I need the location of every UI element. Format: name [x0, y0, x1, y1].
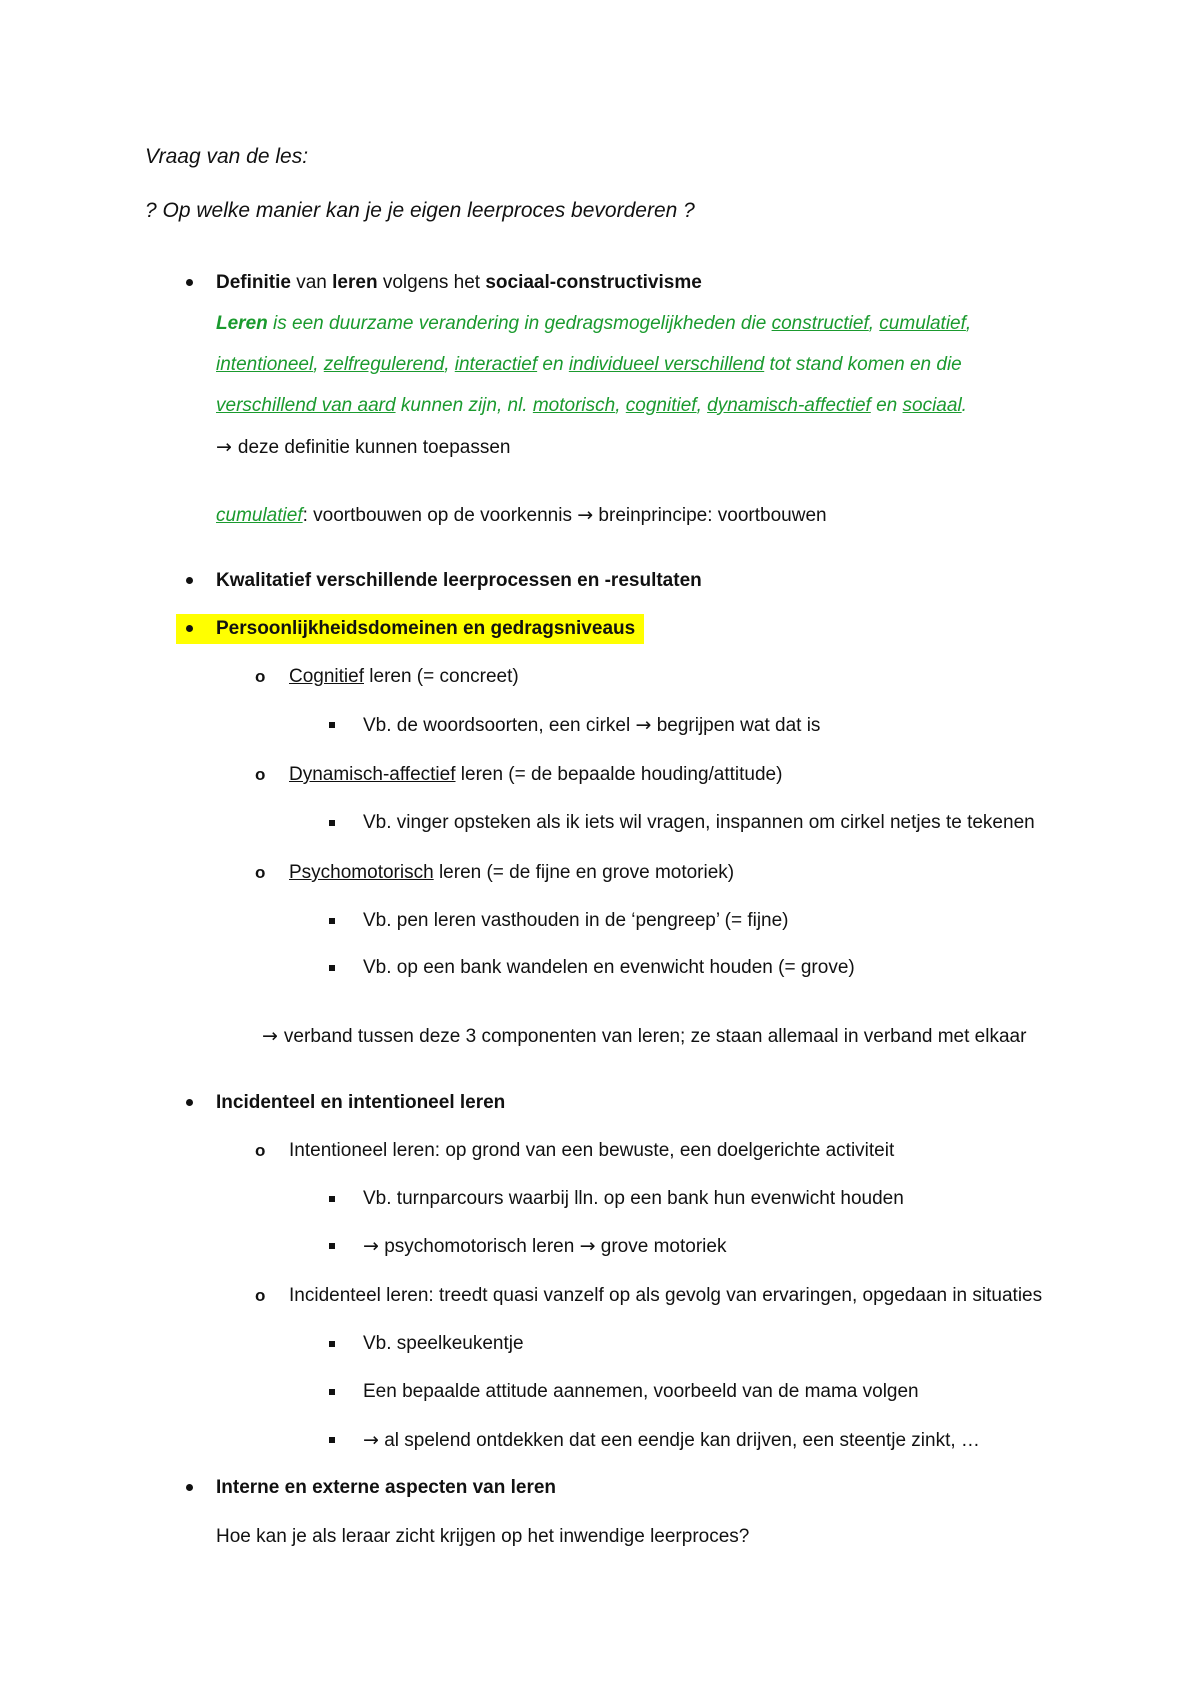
- arrow-right-icon: →: [363, 1235, 379, 1257]
- item-intentioneel: Intentioneel leren: op grond van een bewuste, een doelgerichte activiteit: [289, 1140, 895, 1161]
- text: is een duurzame verandering in gedragsmogelijkheden die: [267, 313, 772, 334]
- bullet-circle: o: [255, 1286, 266, 1305]
- example-speelkeukentje: Vb. speelkeukentje: [363, 1333, 524, 1354]
- bullet-square: [329, 965, 335, 971]
- text: en: [537, 354, 569, 375]
- apply-definition: [216, 434, 510, 461]
- arrow-right-icon: →: [363, 1429, 379, 1451]
- bullet-square: [329, 1243, 335, 1249]
- example-psychomotorisch: [363, 1233, 726, 1260]
- definition-line-1: [216, 311, 971, 337]
- bullet-square: [329, 722, 335, 728]
- term-interactief: interactief: [454, 354, 538, 375]
- arrow-right-icon: →: [216, 436, 232, 458]
- text: deze definitie kunnen toepassen: [237, 437, 511, 458]
- bullet-dot: [186, 577, 193, 584]
- bullet-circle: o: [255, 765, 266, 784]
- bullet-circle: o: [255, 863, 266, 882]
- bullet-circle: o: [255, 667, 266, 686]
- bold-term: Definitie: [216, 272, 291, 293]
- text: Vb. de woordsoorten, een cirkel: [363, 715, 636, 736]
- section-incidenteel-heading: Incidenteel en intentioneel leren: [216, 1092, 506, 1113]
- term-dynamisch-affectief: dynamisch-affectief: [707, 395, 871, 416]
- bullet-square: [329, 918, 335, 924]
- bullet-square: [329, 820, 335, 826]
- term-verschillend-van-aard: verschillend van aard: [216, 395, 396, 416]
- bullet-dot: [186, 1099, 193, 1106]
- bullet-square: [329, 1389, 335, 1395]
- lesson-question-title: Vraag van de les:: [145, 145, 309, 168]
- text: begrijpen wat dat is: [651, 715, 821, 736]
- text: van: [290, 272, 333, 293]
- item-dynamisch-affectief: [289, 762, 782, 788]
- text: ,: [696, 395, 708, 416]
- section-definitie-heading: [216, 270, 702, 296]
- bullet-dot: [186, 1484, 193, 1491]
- bullet-dot: [186, 279, 193, 286]
- term-zelfregulerend: zelfregulerend: [323, 354, 445, 375]
- arrow-right-icon: →: [579, 1235, 596, 1257]
- text: breinprincipe: voortbouwen: [593, 505, 827, 526]
- term: Dynamisch-affectief: [289, 764, 456, 785]
- text: leren (= de fijne en grove motoriek): [433, 862, 735, 883]
- term-sociaal: sociaal: [902, 395, 962, 416]
- text: en: [870, 395, 903, 416]
- text: leren (= concreet): [364, 666, 519, 687]
- bullet-circle: o: [255, 1141, 266, 1160]
- term-cumulatief: cumulatief: [216, 505, 303, 526]
- term: Psychomotorisch: [289, 862, 434, 883]
- lesson-question: ? Op welke manier kan je je eigen leerproces bevorderen ?: [145, 199, 695, 222]
- leraar-question: Hoe kan je als leraar zicht krijgen op het inwendige leerproces?: [216, 1526, 750, 1547]
- text: psychomotorisch leren: [378, 1236, 580, 1257]
- text: : voortbouwen op de voorkennis: [302, 505, 578, 526]
- definition-line-2: [216, 352, 962, 378]
- bullet-dot: [186, 625, 193, 632]
- example-turnparcours: Vb. turnparcours waarbij lln. op een bank hun evenwicht houden: [363, 1188, 904, 1209]
- term: Cognitief: [289, 666, 364, 687]
- text: ,: [313, 354, 324, 375]
- cumulatief-note: [216, 502, 827, 529]
- item-incidenteel: Incidenteel leren: treedt quasi vanzelf op als gevolg van ervaringen, opgedaan in situaties: [289, 1285, 1043, 1306]
- text: ,: [965, 313, 972, 334]
- term-cognitief: cognitief: [625, 395, 697, 416]
- example-attitude: Een bepaalde attitude aannemen, voorbeeld van de mama volgen: [363, 1381, 919, 1402]
- definition-line-3: [216, 393, 967, 419]
- text: al spelend ontdekken dat een eendje kan drijven, een steentje zinkt, …: [378, 1430, 980, 1451]
- arrow-right-icon: →: [635, 714, 652, 736]
- term-motorisch: motorisch: [532, 395, 616, 416]
- components-conclusion: [262, 1023, 1026, 1050]
- term-intentioneel: intentioneel: [216, 354, 314, 375]
- text: verband tussen deze 3 componenten van leren; ze staan allemaal in verband met elkaar: [283, 1026, 1027, 1047]
- example-fijne: Vb. pen leren vasthouden in de ‘pengreep’ (= fijne): [363, 910, 789, 931]
- term-constructief: constructief: [771, 313, 869, 334]
- text: ,: [615, 395, 626, 416]
- text: .: [961, 395, 967, 416]
- bold-term: leren: [332, 272, 378, 293]
- bullet-square: [329, 1437, 335, 1443]
- term-cumulatief: cumulatief: [879, 313, 966, 334]
- example-dynamisch-affectief: Vb. vinger opsteken als ik iets wil vragen, inspannen om cirkel netjes te tekenen: [363, 812, 1035, 833]
- example-spelend-ontdekken: [363, 1427, 980, 1454]
- bullet-square: [329, 1341, 335, 1347]
- term-individueel-verschillend: individueel verschillend: [568, 354, 765, 375]
- item-psychomotorisch: [289, 860, 734, 886]
- text: kunnen zijn, nl.: [395, 395, 533, 416]
- section-kwalitatief-heading: Kwalitatief verschillende leerprocessen en -resultaten: [216, 570, 702, 591]
- text: leren (= de bepaalde houding/attitude): [455, 764, 783, 785]
- text: tot stand komen en die: [764, 354, 962, 375]
- section-persoonlijkheidsdomeinen-heading: Persoonlijkheidsdomeinen en gedragsniveaus: [216, 618, 636, 639]
- text: grove motoriek: [595, 1236, 727, 1257]
- text: ,: [444, 354, 455, 375]
- example-grove: Vb. op een bank wandelen en evenwicht houden (= grove): [363, 957, 855, 978]
- section-interne-externe-heading: Interne en externe aspecten van leren: [216, 1477, 557, 1498]
- bold-term: sociaal-constructivisme: [485, 272, 702, 293]
- arrow-right-icon: →: [262, 1025, 278, 1047]
- item-cognitief: [289, 664, 519, 690]
- text: volgens het: [377, 272, 486, 293]
- term-leren: Leren: [216, 313, 268, 334]
- arrow-right-icon: →: [577, 504, 594, 526]
- example-cognitief: [363, 712, 820, 739]
- bullet-square: [329, 1196, 335, 1202]
- text: ,: [868, 313, 880, 334]
